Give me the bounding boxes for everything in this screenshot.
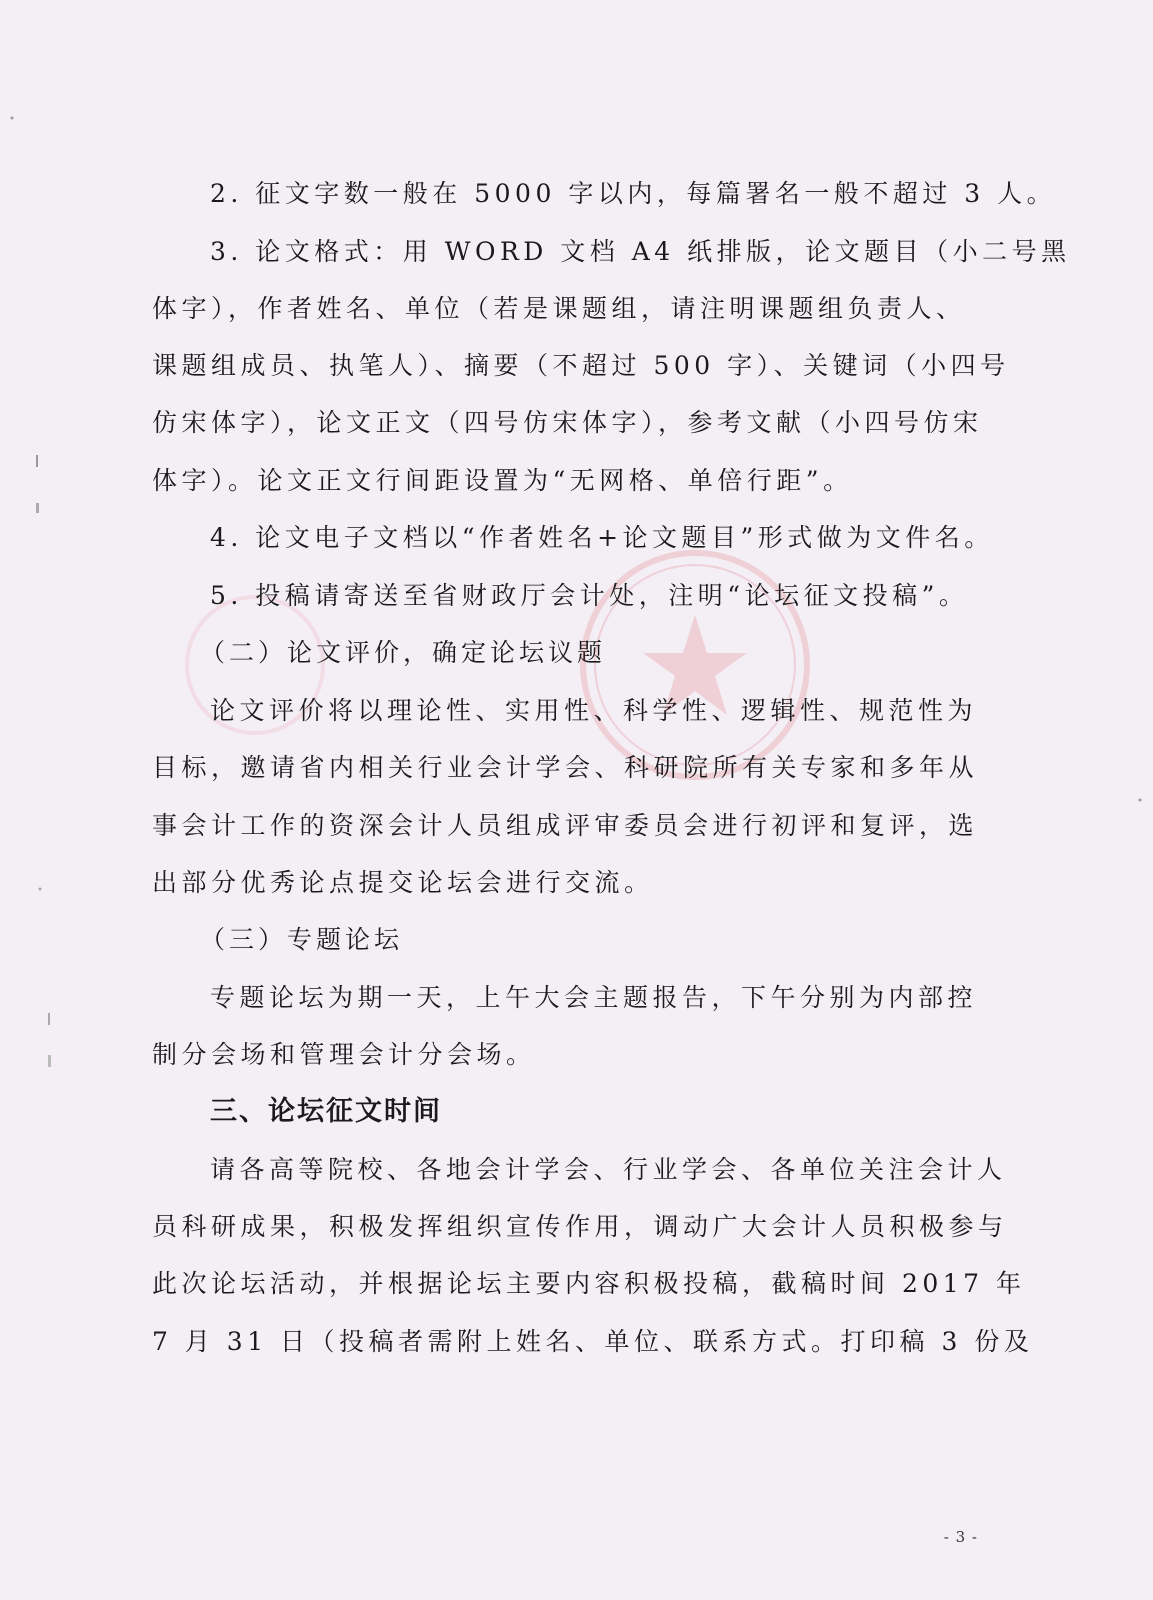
paragraph-word-count: 2. 征文字数一般在 5000 字以内，每篇署名一般不超过 3 人。 <box>210 179 1057 208</box>
page-number: - 3 - <box>943 1528 978 1546</box>
paragraph-evaluation-line-4: 出部分优秀论点提交论坛会进行交流。 <box>152 868 654 897</box>
paragraph-submission: 5. 投稿请寄送至省财政厅会计处，注明“论坛征文投稿”。 <box>210 581 969 610</box>
paragraph-format-line-5: 体字）。论文正文行间距设置为“无网格、单倍行距”。 <box>152 466 853 495</box>
paragraph-evaluation-line-1: 论文评价将以理论性、实用性、科学性、逻辑性、规范性为 <box>210 696 978 725</box>
paragraph-format-line-4: 仿宋体字），论文正文（四号仿宋体字），参考文献（小四号仿宋 <box>152 408 983 437</box>
subheading-paper-evaluation: （二）论文评价，确定论坛议题 <box>200 638 607 667</box>
paragraph-time-line-4: 7 月 31 日（投稿者需附上姓名、单位、联系方式。打印稿 3 份及 <box>152 1327 1034 1356</box>
section-heading-submission-time: 三、论坛征文时间 <box>210 1096 442 1127</box>
paragraph-file-naming: 4. 论文电子文档以“作者姓名+论文题目”形式做为文件名。 <box>210 523 994 552</box>
paragraph-format-line-2: 体字），作者姓名、单位（若是课题组，请注明课题组负责人、 <box>152 294 966 323</box>
paragraph-format-line-3: 课题组成员、执笔人）、摘要（不超过 500 字）、关键词（小四号 <box>152 351 1010 380</box>
paragraph-forum-line-2: 制分会场和管理会计分会场。 <box>152 1040 536 1069</box>
paragraph-evaluation-line-3: 事会计工作的资深会计人员组成评审委员会进行初评和复评，选 <box>152 811 979 840</box>
paragraph-time-line-2: 员科研成果，积极发挥组织宣传作用，调动广大会计人员积极参与 <box>152 1212 1008 1241</box>
subheading-special-forum: （三）专题论坛 <box>200 925 404 954</box>
paragraph-time-line-3: 此次论坛活动，并根据论坛主要内容积极投稿，截稿时间 2017 年 <box>152 1269 1026 1298</box>
paragraph-format-line-1: 3. 论文格式：用 WORD 文档 A4 纸排版，论文题目（小二号黑 <box>210 237 1071 266</box>
paragraph-time-line-1: 请各高等院校、各地会计学会、行业学会、各单位关注会计人 <box>210 1155 1007 1184</box>
paragraph-forum-line-1: 专题论坛为期一天，上午大会主题报告，下午分别为内部控 <box>210 983 978 1012</box>
paragraph-evaluation-line-2: 目标，邀请省内相关行业会计学会、科研院所有关专家和多年从 <box>152 753 979 782</box>
